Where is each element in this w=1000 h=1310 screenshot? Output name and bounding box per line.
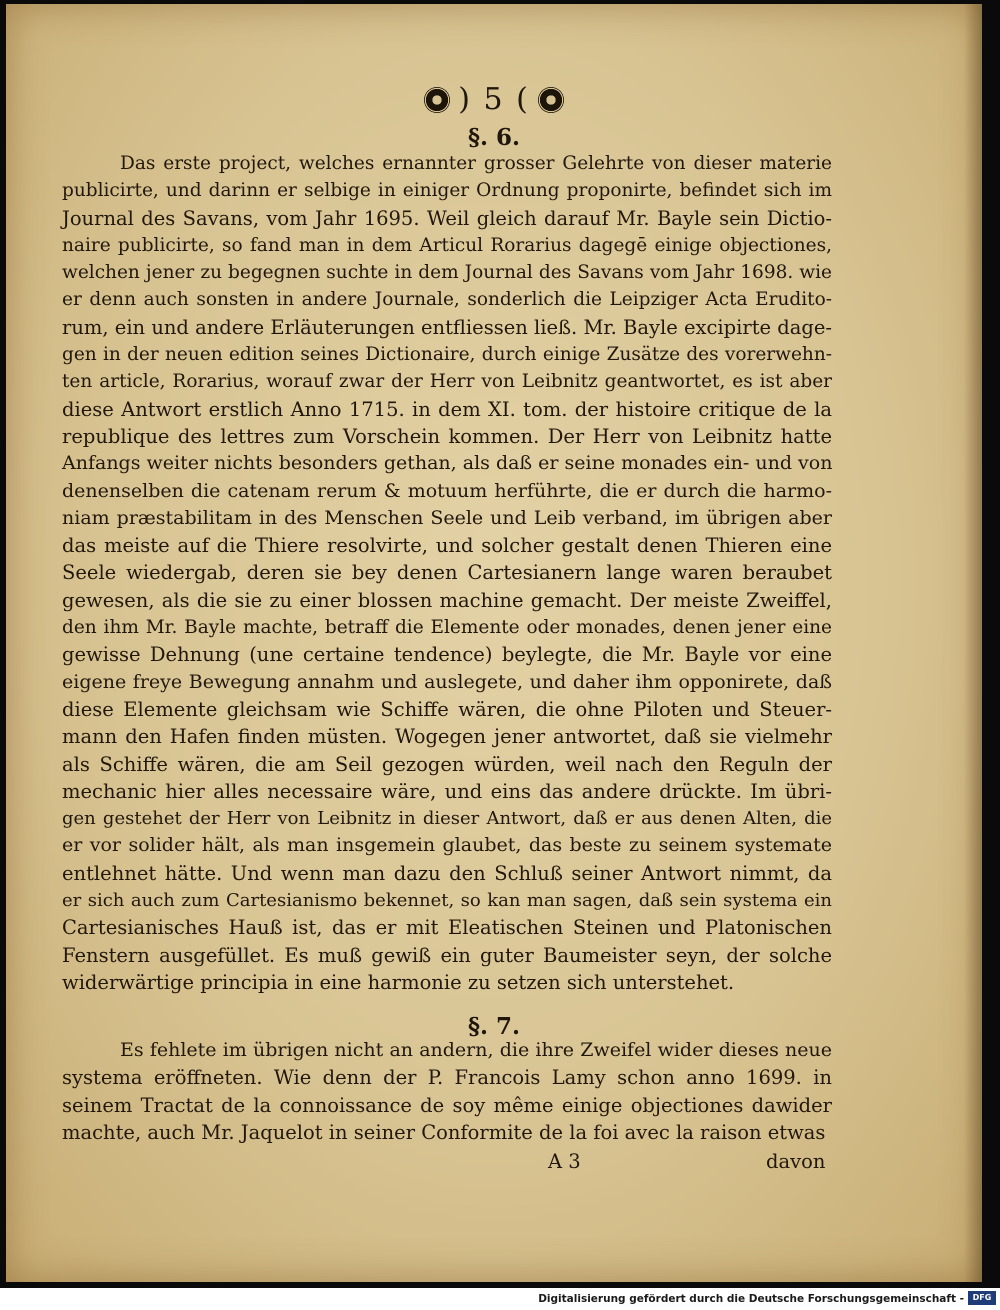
- text-line: welchen jener zu begegnen suchte in dem Journal des Savans vom Jahr 1698. wie: [62, 262, 832, 284]
- text-line: Fenstern ausgefüllet. Es muß gewiß ein guter Baumeister seyn, der solche: [62, 943, 832, 967]
- page-header: [6, 82, 982, 117]
- text-line: widerwärtige principia in eine harmonie zu setzen sich unterstehet.: [62, 970, 735, 994]
- credit-text: Digitalisierung gefördert durch die Deutsche Forschungsgemeinschaft -: [538, 1293, 964, 1305]
- text-line: machte, auch Mr. Jaquelot in seiner Conformite de la foi avec la raison etwas: [62, 1120, 826, 1144]
- digitization-footer: [0, 1288, 1000, 1310]
- text-line: Das erste project, welches ernannter grosser Gelehrte von dieser materie: [120, 153, 832, 174]
- text-line: gewesen, als die sie zu einer blossen machine gemacht. Der meiste Zweiffel,: [62, 588, 832, 612]
- right-ornament-icon: [538, 87, 564, 113]
- paragraph-section-6: [62, 150, 832, 996]
- text-line: mann den Hafen finden müsten. Wogegen jener antwortet, daß sie vielmehr: [62, 725, 832, 749]
- text-line: Journal des Savans, vom Jahr 1695. Weil gleich darauf Mr. Bayle sein Dictio-: [62, 206, 832, 230]
- text-line: er vor solider hält, als man insgemein glaubet, das beste zu seinem systemate: [62, 834, 832, 857]
- text-line: Es fehlete im übrigen nicht an andern, die ihre Zweifel wider dieses neue: [120, 1039, 832, 1061]
- page-fold-shadow: [964, 4, 982, 1282]
- text-line: er denn auch sonsten in andere Journale, sonderlich die Leipziger Acta Erudito-: [62, 289, 832, 311]
- paragraph-section-7: [62, 1037, 832, 1146]
- text-line: naire publicirte, so fand man in dem Articul Rorarius dagegē einige objectiones,: [62, 234, 832, 256]
- text-line: diese Antwort erstlich Anno 1715. in dem XI. tom. der histoire critique de la: [62, 397, 832, 421]
- text-line: systema eröffneten. Wie denn der P. Francois Lamy schon anno 1699. in: [62, 1066, 832, 1090]
- section-mark-6: §. 6.: [467, 124, 521, 151]
- text-line: Cartesianisches Hauß ist, das er mit Eleatischen Steinen und Platonischen: [62, 916, 832, 940]
- text-line: rum, ein und andere Erläuterungen entfliessen ließ. Mr. Bayle excipirte dage-: [62, 315, 832, 339]
- text-line: er sich auch zum Cartesianismo bekennet, so kan man sagen, daß sein systema ein: [62, 890, 832, 912]
- text-line: Seele wiedergab, deren sie bey denen Cartesianern lange waren beraubet: [62, 561, 832, 585]
- text-line: eigene freye Bewegung annahm und auslegete, und daher ihm opponirete, daß: [62, 670, 832, 693]
- text-line: ten article, Rorarius, worauf zwar der Herr von Leibnitz geantwortet, es ist aber: [62, 371, 832, 393]
- text-line: mechanic hier alles necessaire wäre, und eins das andere drückte. Im übri-: [62, 779, 832, 803]
- text-line: gen gestehet der Herr von Leibnitz in dieser Antwort, daß er aus denen Alten, die: [62, 808, 832, 830]
- page-number: ) 5 (: [458, 82, 530, 117]
- catchword: davon: [766, 1150, 826, 1173]
- text-line: seinem Tractat de la connoissance de soy même einige objectiones dawider: [62, 1093, 832, 1117]
- text-line: denenselben die catenam rerum & motuum herführte, die er durch die harmo-: [62, 479, 832, 502]
- text-line: Anfangs weiter nichts besonders gethan, als daß er seine monades ein- und von: [62, 452, 833, 475]
- text-line: publicirte, und darinn er selbige in einiger Ordnung proponirte, befindet sich im: [62, 180, 832, 202]
- text-line: gen in der neuen edition seines Dictionaire, durch einige Zusätze des vorerwehn-: [62, 344, 832, 366]
- text-line: diese Elemente gleichsam wie Schiffe wären, die ohne Piloten und Steuer-: [62, 697, 832, 721]
- left-ornament-icon: [424, 87, 450, 113]
- text-line: als Schiffe wären, die am Seil gezogen würden, weil nach den Reguln der: [62, 752, 832, 776]
- book-page: [6, 4, 982, 1282]
- text-line: entlehnet hätte. Und wenn man dazu den Schluß seiner Antwort nimmt, da: [62, 861, 832, 885]
- text-line: republique des lettres zum Vorschein kommen. Der Herr von Leibnitz hatte: [62, 424, 832, 448]
- text-line: niam præstabilitam in des Menschen Seele und Leib verband, im übrigen aber: [62, 506, 832, 529]
- signature-mark: A 3: [548, 1150, 581, 1173]
- text-line: gewisse Dehnung (une certaine tendence) beylegte, die Mr. Bayle vor eine: [62, 643, 832, 667]
- text-line: das meiste auf die Thiere resolvirte, und solcher gestalt denen Thieren eine: [62, 534, 832, 558]
- text-line: den ihm Mr. Bayle machte, betraff die Elemente oder monades, denen jener eine: [62, 617, 832, 639]
- dfg-logo: DFG: [968, 1291, 996, 1305]
- section-mark-7: §. 7.: [467, 1013, 521, 1040]
